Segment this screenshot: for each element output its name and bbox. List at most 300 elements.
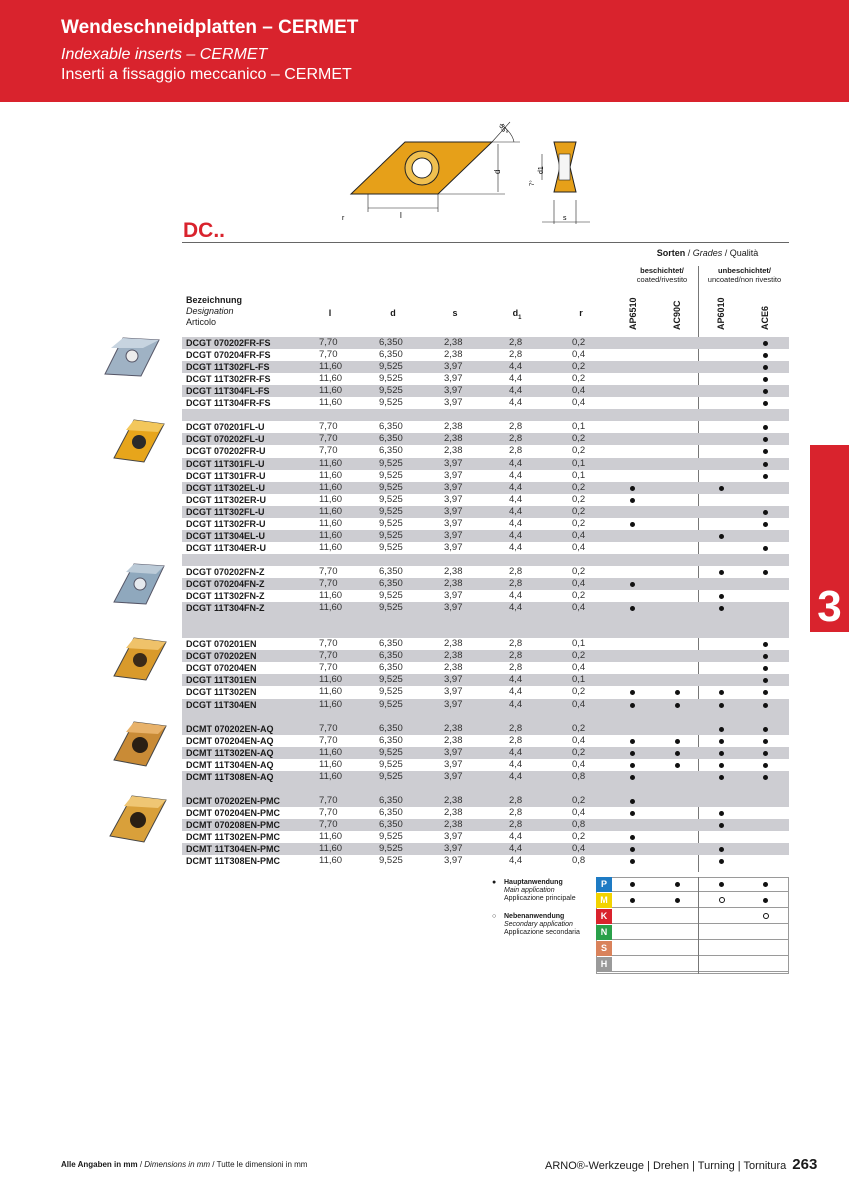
availability-dot-icon	[719, 859, 724, 864]
cell-s: 3,97	[444, 855, 463, 867]
designation-cell: DCMT 070202EN-PMC	[186, 795, 281, 806]
cell-l: 11,60	[319, 493, 343, 505]
cell-r: 0,2	[572, 505, 586, 517]
table-row	[182, 337, 789, 349]
secondary-application-ring-icon	[763, 913, 769, 919]
availability-dot-icon	[630, 775, 635, 780]
designation-cell: DCMT 11T308EN-PMC	[186, 856, 281, 867]
cell-l: 11,60	[319, 674, 343, 686]
iso-row	[596, 925, 789, 940]
availability-dot-icon	[763, 377, 768, 382]
designation-cell: DCMT 070202EN-AQ	[186, 723, 274, 734]
cell-d: 6,350	[379, 433, 403, 445]
cell-r: 0,4	[572, 541, 586, 553]
cell-d: 9,525	[379, 602, 403, 614]
availability-dot-icon	[630, 739, 635, 744]
iso-letter-badge: M	[596, 893, 612, 908]
cell-l: 7,70	[319, 421, 338, 433]
cell-l: 11,60	[319, 469, 343, 481]
cell-s: 3,97	[444, 529, 463, 541]
availability-dot-icon	[630, 859, 635, 864]
cell-r: 0,2	[572, 590, 586, 602]
table-row	[182, 602, 789, 614]
cell-d1: 4,4	[509, 831, 523, 843]
cell-d: 6,350	[379, 734, 403, 746]
table-row	[182, 638, 789, 650]
cell-l: 11,60	[319, 758, 343, 770]
cell-r: 0,4	[572, 758, 586, 770]
table-row	[182, 421, 789, 433]
availability-dot-icon	[763, 389, 768, 394]
cell-d1: 2,8	[509, 662, 523, 674]
iso-letter-badge: P	[596, 877, 612, 892]
designation-cell: DCGT 11T304FN-Z	[186, 603, 265, 614]
secondary-ring-icon: ○	[492, 913, 497, 920]
availability-dot-icon	[763, 510, 768, 515]
cell-d1: 4,4	[509, 674, 523, 686]
designation-cell: DCGT 11T304ER-U	[186, 542, 267, 553]
group-separator	[182, 783, 789, 795]
cell-d1: 4,4	[509, 746, 523, 758]
cell-d: 6,350	[379, 578, 403, 589]
availability-dot-icon	[763, 703, 768, 708]
col-header-r: r	[579, 308, 583, 318]
iso-row	[596, 877, 789, 892]
section-tab[interactable]	[810, 445, 849, 632]
availability-dot-icon	[763, 365, 768, 370]
table-row	[182, 361, 789, 373]
insert-side-view	[530, 142, 590, 224]
cell-l: 11,60	[319, 770, 343, 782]
cell-l: 11,60	[319, 397, 343, 409]
iso-letter-badge: H	[596, 957, 612, 972]
cell-r: 0,8	[572, 819, 586, 830]
cell-r: 0,2	[572, 794, 586, 806]
main-application-dot-icon	[763, 882, 768, 887]
section-number: 3	[817, 582, 842, 631]
cell-l: 7,70	[319, 650, 338, 662]
cell-d: 6,350	[379, 638, 403, 650]
cell-s: 2,38	[444, 722, 463, 734]
availability-dot-icon	[719, 811, 724, 816]
designation-cell: DCGT 070201FL-U	[186, 422, 265, 433]
footer-dimensions-note: Alle Angaben in mm / Dimensions in mm / Tutte le dimensioni in mm	[61, 1160, 308, 1169]
cell-d1: 2,8	[509, 794, 523, 806]
cell-d: 6,350	[379, 349, 403, 361]
table-row	[182, 566, 789, 578]
cell-s: 3,97	[444, 493, 463, 505]
cell-d: 9,525	[379, 373, 403, 385]
availability-dot-icon	[763, 522, 768, 527]
cell-l: 11,60	[319, 831, 343, 843]
cell-r: 0,2	[572, 373, 586, 385]
cell-s: 2,38	[444, 794, 463, 806]
cell-r: 0,4	[572, 529, 586, 541]
cell-r: 0,1	[572, 674, 586, 686]
cell-d1: 2,8	[509, 337, 523, 348]
table-row	[182, 397, 789, 409]
availability-dot-icon	[630, 763, 635, 768]
cell-d1: 4,4	[509, 517, 523, 529]
availability-dot-icon	[719, 486, 724, 491]
cell-s: 2,38	[444, 819, 463, 830]
availability-dot-icon	[630, 498, 635, 503]
table-row	[182, 831, 789, 843]
cell-r: 0,4	[572, 578, 586, 589]
cell-d: 9,525	[379, 831, 403, 843]
cell-d: 9,525	[379, 529, 403, 541]
availability-dot-icon	[719, 534, 724, 539]
designation-cell: DCGT 11T302EN	[186, 687, 257, 698]
cell-s: 3,97	[444, 746, 463, 758]
cell-d: 6,350	[379, 421, 403, 433]
availability-dot-icon	[675, 739, 680, 744]
insert-image-pmc	[108, 794, 168, 844]
cell-d: 9,525	[379, 855, 403, 867]
cell-d: 9,525	[379, 469, 403, 481]
cell-r: 0,8	[572, 855, 586, 867]
availability-dot-icon	[675, 751, 680, 756]
table-row	[182, 506, 789, 518]
designation-cell: DCMT 070204EN-AQ	[186, 735, 274, 746]
table-top-rule	[182, 242, 789, 243]
availability-dot-icon	[763, 763, 768, 768]
table-row	[182, 759, 789, 771]
main-application-dot-icon	[719, 882, 724, 887]
series-title: DC..	[183, 219, 225, 242]
table-row	[182, 518, 789, 530]
availability-dot-icon	[763, 678, 768, 683]
grade-header-ac90c: AC90C	[672, 300, 682, 330]
cell-d: 9,525	[379, 385, 403, 397]
availability-dot-icon	[630, 811, 635, 816]
cell-d1: 2,8	[509, 445, 523, 457]
designation-cell: DCGT 11T302ER-U	[186, 494, 267, 505]
cell-s: 3,97	[444, 674, 463, 686]
cell-l: 11,60	[319, 698, 343, 710]
designation-cell: DCGT 070204FN-Z	[186, 579, 265, 589]
table-row	[182, 735, 789, 747]
cell-r: 0,2	[572, 445, 586, 457]
availability-dot-icon	[630, 522, 635, 527]
cell-d: 6,350	[379, 662, 403, 674]
cell-d: 6,350	[379, 806, 403, 818]
main-application-dot-icon	[630, 898, 635, 903]
insert-top-view	[342, 122, 520, 222]
designation-cell: DCMT 11T308EN-AQ	[186, 771, 274, 782]
cell-l: 7,70	[319, 638, 338, 650]
availability-dot-icon	[630, 835, 635, 840]
cell-d: 9,525	[379, 481, 403, 493]
availability-dot-icon	[763, 449, 768, 454]
cell-s: 2,38	[444, 337, 463, 348]
cell-s: 2,38	[444, 421, 463, 433]
group-separator	[182, 554, 789, 566]
cell-d: 9,525	[379, 541, 403, 553]
iso-row	[596, 893, 789, 908]
cell-d1: 4,4	[509, 590, 523, 602]
availability-dot-icon	[719, 703, 724, 708]
cell-r: 0,1	[572, 421, 586, 433]
availability-dot-icon	[763, 654, 768, 659]
table-row	[182, 349, 789, 361]
cell-s: 3,97	[444, 590, 463, 602]
s-label: s	[563, 215, 567, 222]
cell-l: 11,60	[319, 855, 343, 867]
designation-cell: DCMT 11T302EN-AQ	[186, 747, 274, 758]
cell-s: 3,97	[444, 373, 463, 385]
main-application-dot-icon	[630, 882, 635, 887]
cell-d1: 2,8	[509, 650, 523, 662]
cell-r: 0,2	[572, 493, 586, 505]
secondary-application-ring-icon	[719, 897, 725, 903]
cell-s: 2,38	[444, 445, 463, 457]
designation-cell: DCGT 070204FR-FS	[186, 350, 271, 361]
designation-cell: DCGT 11T302FR-U	[186, 518, 266, 529]
cell-r: 0,2	[572, 686, 586, 698]
cell-r: 0,2	[572, 831, 586, 843]
designation-cell: DCMT 11T302EN-PMC	[186, 832, 281, 843]
cell-d: 9,525	[379, 770, 403, 782]
cell-d1: 4,4	[509, 541, 523, 553]
cell-d: 6,350	[379, 794, 403, 806]
availability-dot-icon	[763, 666, 768, 671]
availability-dot-icon	[763, 739, 768, 744]
cell-l: 7,70	[319, 794, 338, 806]
main-application-dot-icon	[675, 882, 680, 887]
availability-dot-icon	[630, 751, 635, 756]
cell-d1: 2,8	[509, 722, 523, 734]
availability-dot-icon	[675, 690, 680, 695]
designation-cell: DCGT 11T301FL-U	[186, 458, 265, 469]
col-header-l: l	[328, 308, 332, 318]
cell-l: 11,60	[319, 746, 343, 758]
cell-d: 6,350	[379, 722, 403, 734]
cell-d1: 4,4	[509, 843, 523, 855]
cell-l: 11,60	[319, 385, 343, 397]
cell-d1: 2,8	[509, 638, 523, 650]
availability-dot-icon	[763, 690, 768, 695]
cell-d1: 2,8	[509, 349, 523, 361]
cell-d: 6,350	[379, 445, 403, 457]
cell-l: 11,60	[319, 686, 343, 698]
cell-d1: 4,4	[509, 373, 523, 385]
cell-l: 7,70	[319, 734, 338, 746]
table-row	[182, 494, 789, 506]
cell-s: 3,97	[444, 469, 463, 481]
insert-image-fs	[103, 334, 161, 380]
cell-l: 11,60	[319, 361, 343, 373]
cell-s: 3,97	[444, 481, 463, 493]
table-row	[182, 699, 789, 711]
table-row	[182, 662, 789, 674]
cell-d: 6,350	[379, 337, 403, 348]
d1-label: d1	[538, 166, 545, 174]
r-label: r	[342, 215, 345, 222]
cell-d: 9,525	[379, 493, 403, 505]
table-row	[182, 771, 789, 783]
table-row	[182, 795, 789, 807]
table-row	[182, 650, 789, 662]
insert-drawing	[330, 112, 600, 232]
cell-d: 9,525	[379, 361, 403, 373]
page-header	[0, 0, 849, 102]
designation-cell: DCGT 070202FR-FS	[186, 338, 271, 348]
l-label: l	[400, 211, 402, 220]
iso-grade-divider	[698, 877, 699, 974]
cell-l: 11,60	[319, 517, 343, 529]
legend-secondary: ○ Nebenanwendung Secondary application Applicazione secondaria	[492, 913, 580, 936]
table-row	[182, 819, 789, 831]
availability-dot-icon	[763, 727, 768, 732]
cell-s: 2,38	[444, 565, 463, 577]
cell-s: 3,97	[444, 541, 463, 553]
group-separator	[182, 711, 789, 723]
cell-l: 7,70	[319, 349, 338, 361]
availability-dot-icon	[719, 570, 724, 575]
cell-l: 11,60	[319, 481, 343, 493]
cell-s: 2,38	[444, 662, 463, 674]
cell-d: 9,525	[379, 590, 403, 602]
cell-r: 0,1	[572, 469, 586, 481]
cell-l: 7,70	[319, 565, 338, 577]
cell-r: 0,2	[572, 722, 586, 734]
cell-s: 3,97	[444, 698, 463, 710]
cell-d1: 2,8	[509, 806, 523, 818]
designation-cell: DCGT 070202FR-U	[186, 446, 266, 457]
availability-dot-icon	[763, 546, 768, 551]
cell-l: 11,60	[319, 457, 343, 469]
designation-cell: DCGT 11T302EL-U	[186, 482, 266, 493]
cell-s: 3,97	[444, 686, 463, 698]
iso-letter-badge: N	[596, 925, 612, 940]
cell-d1: 4,4	[509, 855, 523, 867]
designation-cell: DCGT 11T304EL-U	[186, 530, 266, 541]
cell-l: 11,60	[319, 602, 343, 614]
title-italian: Inserti a fissaggio meccanico – CERMET	[61, 66, 352, 83]
cell-d1: 4,4	[509, 361, 523, 373]
insert-image-aq	[112, 720, 168, 768]
col-header-d: d	[390, 308, 396, 318]
cell-r: 0,2	[572, 517, 586, 529]
table-row	[182, 482, 789, 494]
title-german: Wendeschneidplatten – CERMET	[61, 17, 359, 38]
cell-s: 2,38	[444, 806, 463, 818]
cell-d1: 2,8	[509, 734, 523, 746]
designation-cell: DCGT 11T304FR-FS	[186, 398, 271, 409]
main-application-dot-icon	[763, 898, 768, 903]
cell-l: 7,70	[319, 433, 338, 445]
table-row	[182, 385, 789, 397]
cell-d1: 2,8	[509, 819, 523, 830]
insert-image-z	[112, 562, 166, 606]
availability-dot-icon	[719, 823, 724, 828]
availability-dot-icon	[719, 594, 724, 599]
cell-s: 2,38	[444, 638, 463, 650]
availability-dot-icon	[763, 570, 768, 575]
availability-dot-icon	[763, 642, 768, 647]
availability-dot-icon	[763, 474, 768, 479]
cell-l: 7,70	[319, 662, 338, 674]
designation-cell: DCGT 11T304EN	[186, 699, 257, 710]
designation-cell: DCGT 11T302FL-U	[186, 506, 265, 517]
cell-l: 7,70	[319, 445, 338, 457]
relief-angle-label: 7°	[530, 180, 536, 186]
cell-r: 0,4	[572, 385, 586, 397]
availability-dot-icon	[763, 353, 768, 358]
cell-d1: 4,4	[509, 698, 523, 710]
cell-s: 2,38	[444, 578, 463, 589]
availability-dot-icon	[719, 739, 724, 744]
availability-dot-icon	[675, 703, 680, 708]
cell-d: 9,525	[379, 698, 403, 710]
group-separator	[182, 614, 789, 626]
cell-d1: 4,4	[509, 481, 523, 493]
cell-r: 0,4	[572, 397, 586, 409]
designation-cell: DCMT 070208EN-PMC	[186, 820, 281, 830]
table-row	[182, 855, 789, 867]
availability-dot-icon	[630, 703, 635, 708]
designation-header: Bezeichnung Designation Articolo	[186, 295, 243, 327]
cell-r: 0,4	[572, 806, 586, 818]
table-row	[182, 458, 789, 470]
cell-s: 3,97	[444, 831, 463, 843]
cell-r: 0,2	[572, 337, 586, 348]
cell-s: 2,38	[444, 349, 463, 361]
availability-dot-icon	[763, 751, 768, 756]
designation-cell: DCGT 11T301FR-U	[186, 470, 266, 481]
designation-cell: DCGT 070202FL-U	[186, 434, 265, 445]
cell-r: 0,2	[572, 746, 586, 758]
cell-r: 0,2	[572, 433, 586, 445]
designation-cell: DCGT 070202EN	[186, 651, 257, 662]
cell-d: 9,525	[379, 505, 403, 517]
availability-dot-icon	[630, 847, 635, 852]
cell-r: 0,8	[572, 770, 586, 782]
designation-cell: DCGT 11T302FN-Z	[186, 591, 265, 602]
cell-d: 9,525	[379, 686, 403, 698]
cell-l: 7,70	[319, 806, 338, 818]
availability-dot-icon	[763, 401, 768, 406]
cell-s: 2,38	[444, 433, 463, 445]
designation-cell: DCGT 11T301EN	[186, 675, 257, 686]
cell-d1: 4,4	[509, 686, 523, 698]
availability-dot-icon	[630, 606, 635, 611]
title-english: Indexable inserts – CERMET	[61, 46, 268, 63]
cell-l: 7,70	[319, 722, 338, 734]
table-row	[182, 843, 789, 855]
cell-d1: 4,4	[509, 505, 523, 517]
cell-r: 0,4	[572, 698, 586, 710]
cell-d1: 2,8	[509, 433, 523, 445]
cell-d1: 2,8	[509, 578, 523, 589]
table-row	[182, 723, 789, 735]
availability-dot-icon	[630, 582, 635, 587]
designation-cell: DCMT 11T304EN-PMC	[186, 844, 281, 855]
availability-dot-icon	[630, 799, 635, 804]
insert-image-u	[112, 418, 166, 464]
cell-r: 0,4	[572, 349, 586, 361]
group-separator	[182, 626, 789, 638]
cell-s: 3,97	[444, 602, 463, 614]
cell-r: 0,1	[572, 638, 586, 650]
iso-row	[596, 909, 789, 924]
cell-l: 11,60	[319, 529, 343, 541]
cell-d1: 2,8	[509, 565, 523, 577]
cell-l: 7,70	[319, 578, 338, 589]
designation-cell: DCGT 11T304FL-FS	[186, 386, 270, 397]
col-header-s: s	[452, 308, 458, 318]
